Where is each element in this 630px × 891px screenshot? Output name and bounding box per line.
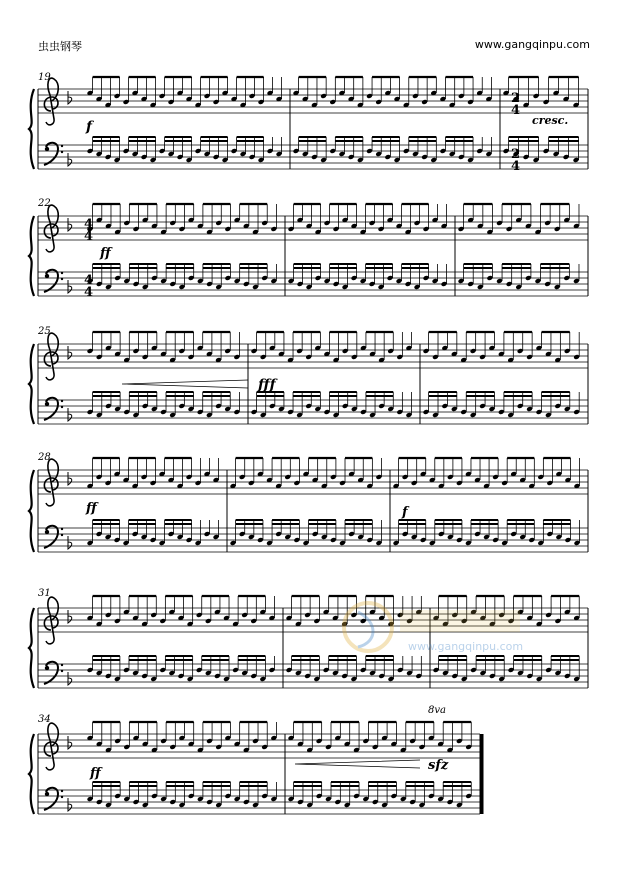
treble-clef-icon	[44, 597, 58, 644]
treble-clef-icon	[44, 78, 58, 125]
octave-mark: 8va	[428, 705, 446, 716]
flat-icon	[68, 472, 72, 485]
flat-icon	[68, 91, 72, 104]
bass-notes	[393, 520, 581, 546]
measure-number-25: 25	[38, 326, 51, 337]
svg-text:4: 4	[511, 103, 521, 118]
bass-clef-icon	[44, 270, 63, 292]
bass-notes	[87, 782, 278, 808]
treble-notes	[87, 77, 283, 108]
bass-notes	[288, 782, 472, 808]
flat-icon	[68, 536, 72, 549]
treble-staff	[38, 734, 480, 758]
measure-number-28: 28	[38, 452, 51, 463]
music-system-1	[29, 77, 588, 169]
bass-clef-icon	[44, 143, 63, 165]
svg-text:2: 2	[511, 147, 521, 162]
bass-notes	[423, 392, 580, 418]
treble-notes	[87, 204, 278, 235]
treble-notes	[288, 722, 472, 753]
treble-clef-icon	[44, 723, 58, 770]
flat-icon	[68, 736, 72, 749]
bass-notes	[251, 392, 413, 418]
dynamic-fortissimo: ff	[100, 246, 111, 261]
bass-clef-icon	[44, 526, 63, 548]
music-system-2	[29, 204, 588, 296]
bass-clef-icon	[44, 662, 63, 684]
flat-icon	[68, 672, 72, 685]
bass-clef-icon	[44, 398, 63, 420]
music-system-3	[29, 332, 588, 424]
dynamic-fortissimo-34: ff	[90, 766, 101, 781]
bass-notes	[87, 137, 283, 163]
dynamic-forte: f	[86, 119, 93, 135]
bass-notes	[87, 264, 278, 290]
dynamic-fortissimo-28: ff	[86, 501, 97, 516]
dynamic-forte-30: f	[402, 505, 408, 520]
system-brace	[29, 89, 34, 169]
measure-number-31: 31	[38, 588, 51, 599]
svg-text:4: 4	[84, 217, 94, 232]
system-brace	[29, 608, 34, 688]
treble-notes	[293, 77, 493, 108]
crescendo-hairpin	[122, 380, 248, 388]
flat-icon	[68, 153, 72, 166]
bass-staff	[38, 664, 588, 688]
treble-notes	[393, 458, 581, 489]
svg-text:4: 4	[84, 229, 94, 244]
watermark-text: www.gangqinpu.com	[408, 640, 524, 653]
dynamic-crescendo: cresc.	[532, 114, 569, 127]
measure-number-22: 22	[38, 198, 51, 209]
treble-notes	[230, 458, 383, 489]
dynamic-sforzando: sfz	[428, 758, 449, 773]
bass-notes	[458, 264, 580, 290]
bass-notes	[87, 392, 241, 418]
bass-notes	[288, 264, 448, 290]
system-brace	[29, 344, 34, 424]
svg-text:4: 4	[511, 159, 521, 174]
flat-icon	[68, 408, 72, 421]
system-brace	[29, 216, 34, 296]
flat-icon	[68, 610, 72, 623]
system-brace	[29, 734, 34, 814]
time-signature-4-4	[84, 217, 93, 300]
time-signature-2-4	[511, 91, 520, 174]
svg-text:4: 4	[84, 273, 94, 288]
bass-notes	[293, 137, 493, 163]
score-site-url: www.gangqinpu.com	[474, 38, 590, 51]
bass-staff	[38, 528, 588, 552]
svg-text:2: 2	[511, 91, 521, 106]
treble-notes	[251, 332, 413, 363]
treble-notes	[423, 332, 580, 363]
svg-text:4: 4	[84, 285, 94, 300]
flat-icon	[68, 798, 72, 811]
system-brace	[29, 470, 34, 552]
treble-notes	[288, 204, 448, 235]
crescendo-hairpin	[295, 760, 420, 768]
flat-icon	[68, 280, 72, 293]
treble-notes	[87, 596, 276, 627]
flat-icon	[68, 346, 72, 359]
bass-clef-icon	[44, 788, 63, 810]
dynamic-fortississimo: fff	[258, 377, 276, 393]
score-site-title: 虫虫钢琴	[38, 40, 82, 53]
music-system-4	[29, 458, 588, 552]
treble-notes	[87, 458, 220, 489]
treble-clef-icon	[44, 333, 58, 380]
treble-notes	[458, 204, 580, 235]
watermark-logo	[338, 592, 538, 662]
bass-notes	[230, 520, 383, 546]
treble-clef-icon	[44, 205, 58, 252]
bass-notes	[87, 520, 220, 546]
measure-number-19: 19	[38, 72, 51, 83]
treble-notes	[87, 722, 278, 753]
bass-notes	[87, 656, 276, 682]
treble-notes	[87, 332, 241, 363]
measure-number-34: 34	[38, 714, 51, 725]
treble-clef-icon	[44, 459, 58, 506]
flat-icon	[68, 218, 72, 231]
